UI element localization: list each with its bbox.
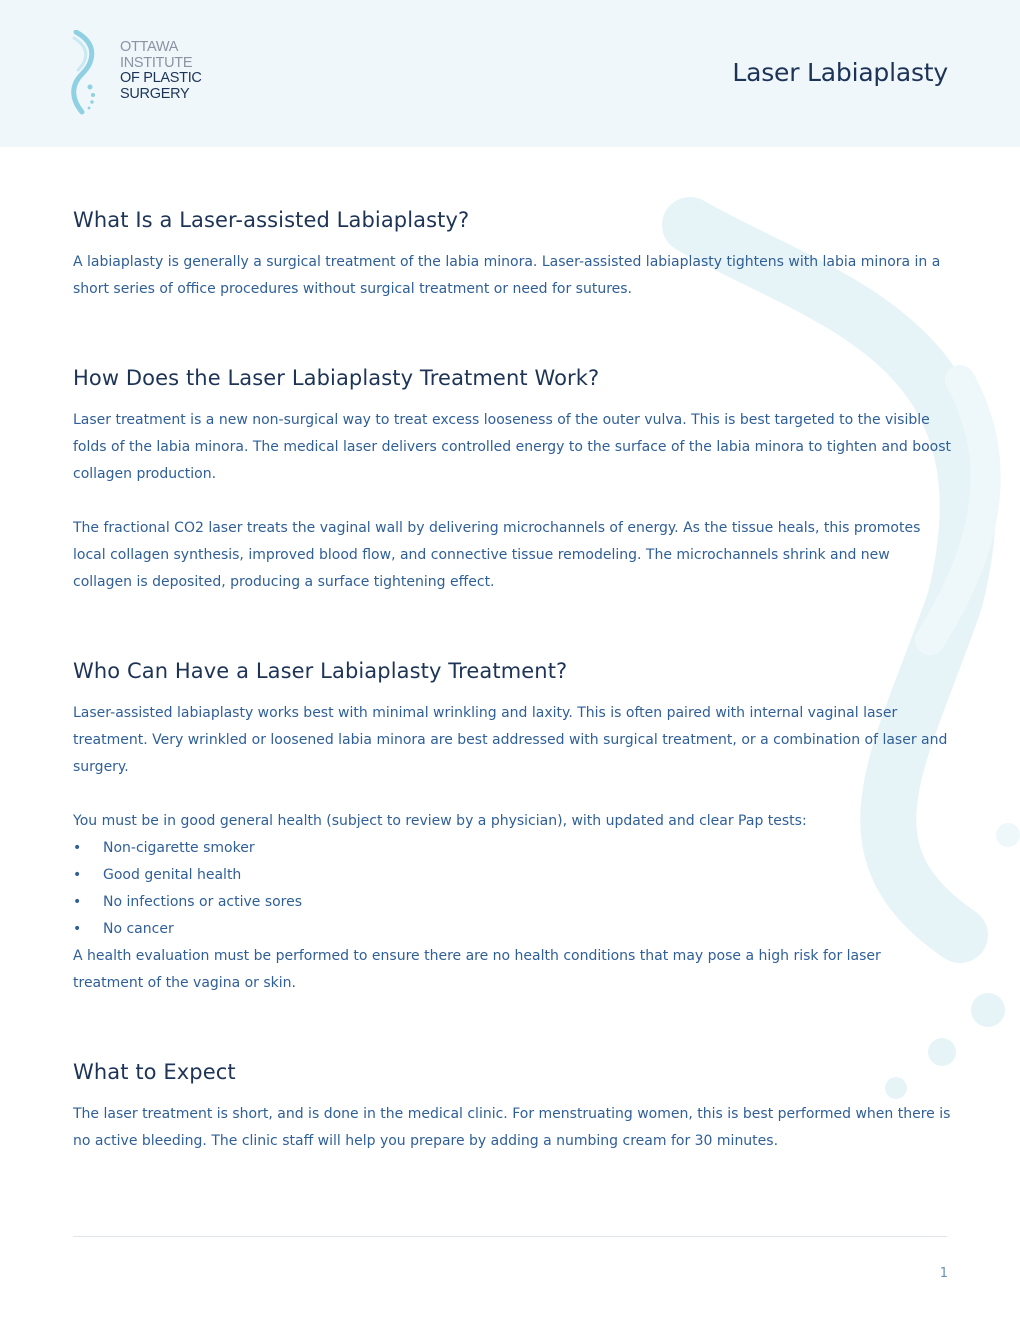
logo-line-3: OF PLASTIC [120, 70, 202, 86]
section-heading: What Is a Laser-assisted Labiaplasty? [73, 208, 470, 232]
list-item: • No cancer [73, 916, 953, 943]
section-what-to-expect [73, 1058, 953, 1155]
logo-wordmark [120, 40, 202, 102]
section-who-can-have [73, 657, 953, 997]
paragraph: You must be in good general health (subject to review by a physician), with updated and clear Pap tests: [73, 813, 807, 829]
document-body [73, 160, 953, 1155]
list-item: • Non-cigarette smoker [73, 835, 953, 862]
section-what-is [73, 206, 953, 303]
paragraph: Laser-assisted labiaplasty works best with minimal wrinkling and laxity. This is often paired with internal vaginal laser treatment. Very wrinkled or loosened labia minora are best addressed with surgical treatment, or a combination of laser and surgery. [73, 705, 948, 775]
logo-line-4: SURGERY [120, 85, 190, 102]
section-how-it-works [73, 364, 953, 596]
list-item: • Good genital health [73, 862, 953, 889]
logo-line-1: OTTAWA [120, 39, 179, 55]
page-header [0, 0, 1020, 147]
section-heading: What to Expect [73, 1060, 236, 1084]
paragraph: The fractional CO2 laser treats the vaginal wall by delivering microchannels of energy. As the tissue heals, this promotes local collagen synthesis, improved blood flow, and connective tissue remodeling. The microchannels shrink and new collagen is deposited, producing a surface tightening effect. [73, 520, 921, 590]
paragraph: The laser treatment is short, and is done in the medical clinic. For menstruating women, this is best performed when there is no active bleeding. The clinic staff will help you prepare by adding a numbing cream for 30 minutes. [73, 1106, 951, 1149]
ottawa-institute-logo-icon [68, 30, 100, 116]
footer-divider [73, 1236, 947, 1237]
paragraph: Laser treatment is a new non-surgical way to treat excess looseness of the outer vulva. This is best targeted to the visible folds of the labia minora. The medical laser delivers controlled energy to the surface of the labia minora to tighten and boost collagen production. [73, 412, 952, 482]
requirements-list [73, 835, 953, 943]
document-title: Laser Labiaplasty [732, 58, 948, 87]
section-heading: How Does the Laser Labiaplasty Treatment Work? [73, 366, 600, 390]
page-number: 1 [939, 1266, 948, 1281]
section-heading: Who Can Have a Laser Labiaplasty Treatment? [73, 659, 568, 683]
list-item: • No infections or active sores [73, 889, 953, 916]
paragraph: A labiaplasty is generally a surgical treatment of the labia minora. Laser-assisted labiaplasty tightens with labia minora in a short series of office procedures without surgical treatment or need for sutures. [73, 254, 941, 297]
paragraph: A health evaluation must be performed to ensure there are no health conditions that may pose a high risk for laser treatment of the vagina or skin. [73, 948, 881, 991]
logo-line-2: INSTITUTE [120, 54, 193, 71]
